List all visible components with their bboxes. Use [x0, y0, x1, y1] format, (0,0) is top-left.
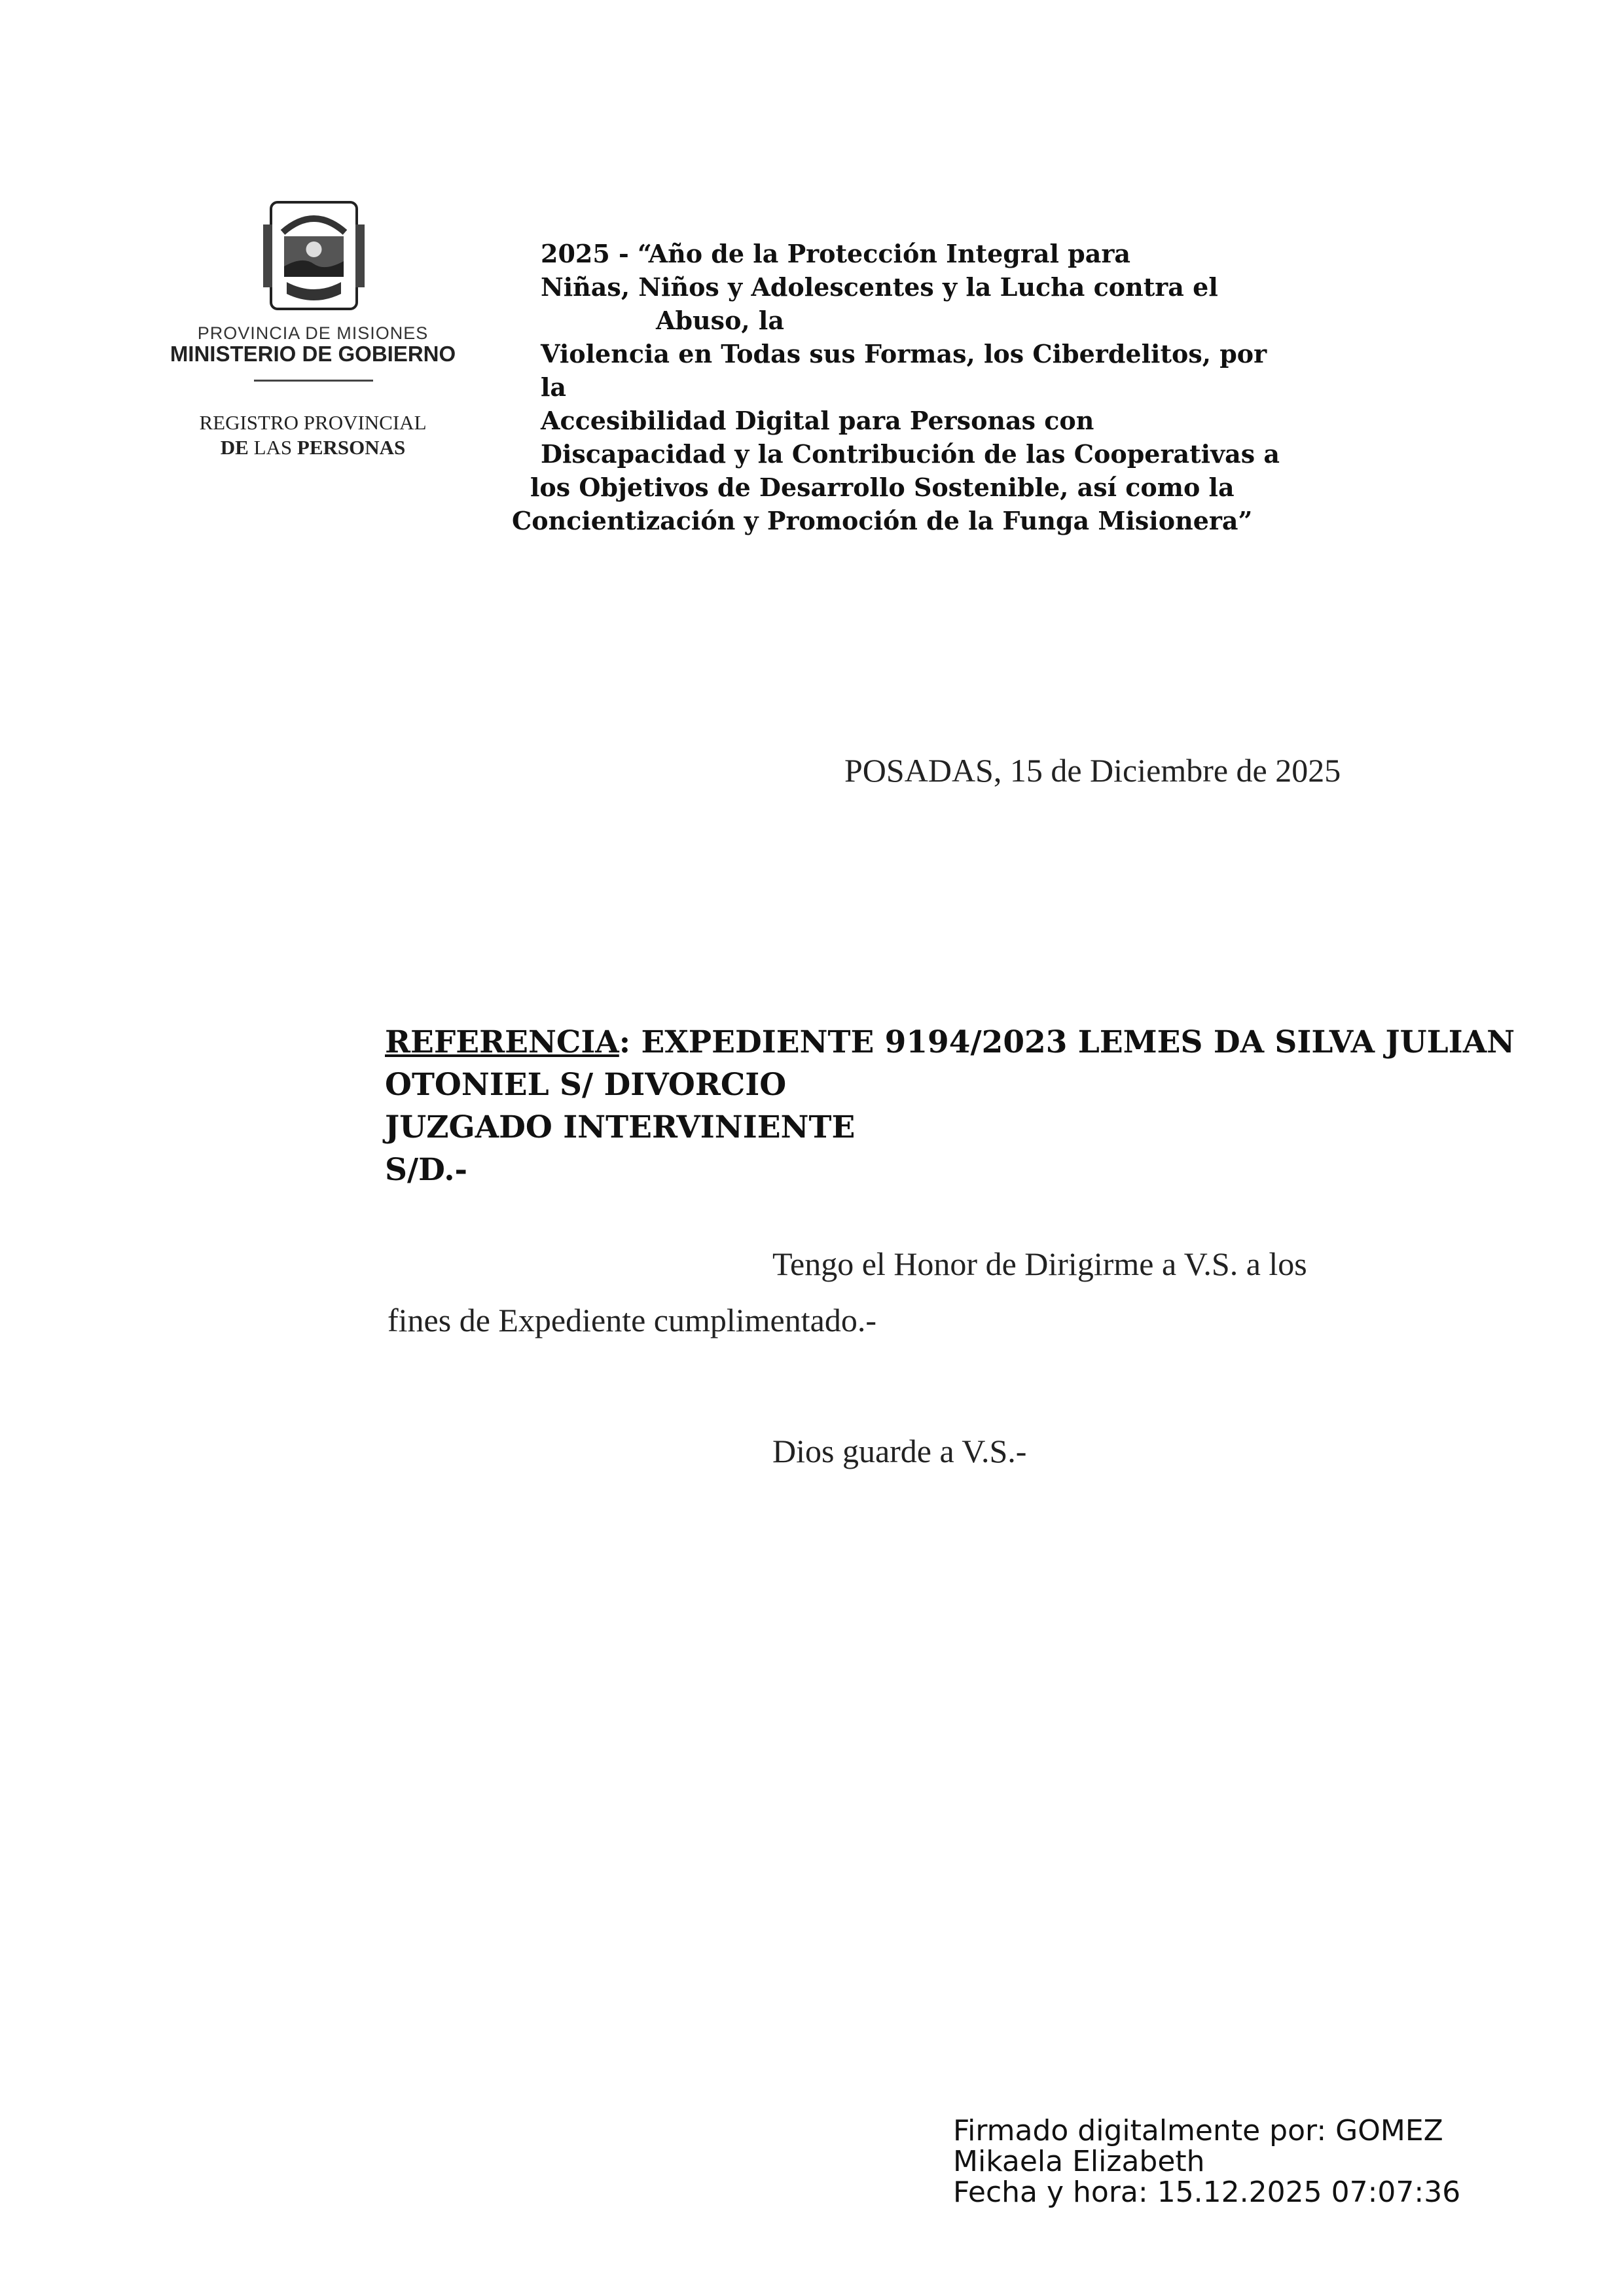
- registry-word-las: LAS: [248, 436, 297, 459]
- signature-name: Mikaela Elizabeth: [953, 2145, 1205, 2178]
- place-and-date: POSADAS, 15 de Diciembre de 2025: [844, 752, 1341, 789]
- reference-line-4: S/D.-: [385, 1152, 468, 1188]
- body-paragraph-line-2: fines de Expediente cumplimentado.-: [388, 1302, 876, 1338]
- province-name: PROVINCIA DE MISIONES: [197, 323, 429, 343]
- motto-line: Abuso, la: [656, 306, 784, 335]
- registry-name-line-2: [149, 436, 477, 459]
- signature-timestamp: Fecha y hora: 15.12.2025 07:07:36: [953, 2176, 1461, 2209]
- digital-signature: [953, 2115, 1460, 2208]
- closing-line: Dios guarde a V.S.-: [772, 1433, 1027, 1469]
- registry-word-personas: PERSONAS: [297, 436, 406, 459]
- motto-line: los Objetivos de Desarrollo Sostenible, así como la: [530, 473, 1235, 502]
- motto-line: Accesibilidad Digital para Personas con: [541, 406, 1094, 435]
- provincial-seal-logo: [257, 198, 371, 313]
- reference-line-3: JUZGADO INTERVINIENTE: [385, 1109, 856, 1145]
- ministry-name: MINISTERIO DE GOBIERNO: [170, 342, 456, 366]
- reference-line-1: [385, 1024, 1515, 1060]
- registry-name-line-1: REGISTRO PROVINCIAL: [199, 411, 427, 434]
- motto-line: Violencia en Todas sus Formas, los Ciberdelitos, por: [541, 339, 1267, 368]
- registry-word-de: DE: [220, 436, 249, 459]
- motto-line: Discapacidad y la Contribución de las Cooperativas a: [541, 439, 1280, 469]
- divider: [254, 380, 373, 382]
- reference-label: REFERENCIA: [385, 1024, 619, 1060]
- motto-line: Niñas, Niños y Adolescentes y la Lucha contra el: [541, 272, 1218, 302]
- reference-line-2: OTONIEL S/ DIVORCIO: [385, 1067, 787, 1103]
- motto-line: 2025 - “Año de la Protección Integral para: [541, 239, 1130, 268]
- motto-line: Concientización y Promoción de la Funga Misionera”: [512, 506, 1253, 535]
- year-motto: [492, 237, 1343, 537]
- signature-signed-by: Firmado digitalmente por: GOMEZ: [953, 2114, 1443, 2147]
- reference-case: : EXPEDIENTE 9194/2023 LEMES DA SILVA JULIAN: [619, 1024, 1515, 1060]
- body-paragraph-line-1: Tengo el Honor de Dirigirme a V.S. a los: [772, 1246, 1307, 1282]
- motto-line: la: [541, 372, 567, 402]
